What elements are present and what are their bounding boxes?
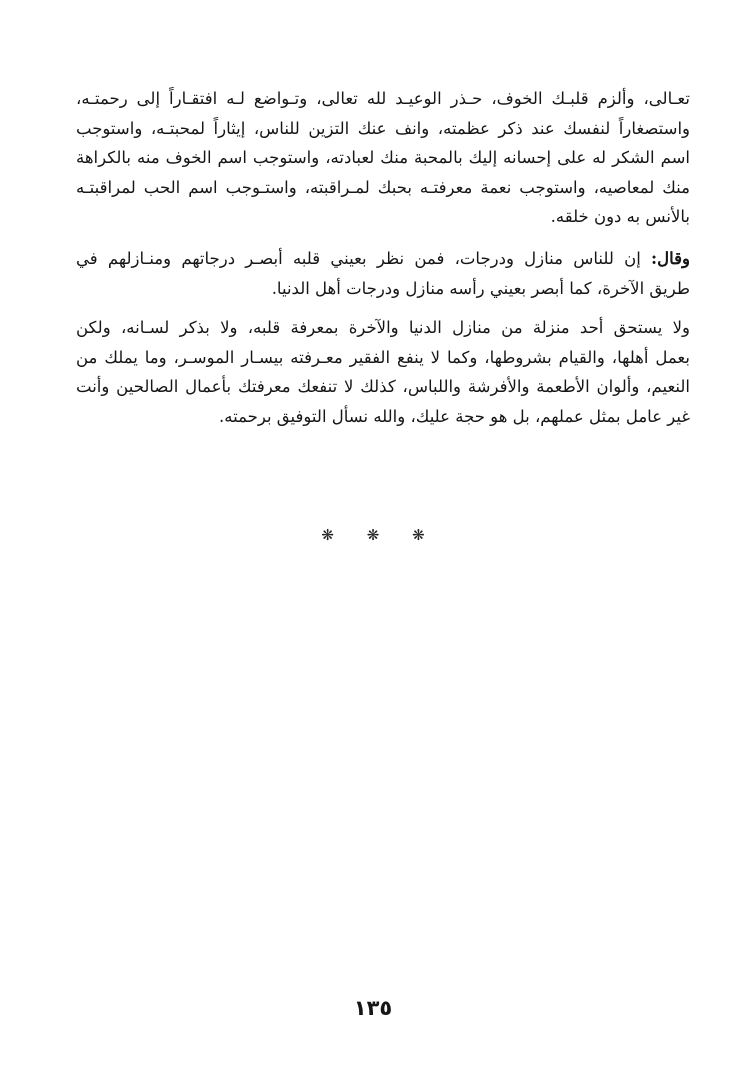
page-number: ١٣٥ [353,996,393,1020]
text-line: طريق الآخرة، كما أبصر بعيني رأسه منازل ودرجات أهل الدنيا. [271,278,690,298]
text-line: النعيم، وألوان الأطعمة والأفرشة واللباس، كذلك لا تنفعك معرفتك بأعمال الصالحين وأنت [76,377,690,396]
text-line: تعـالى، وألزم قلبـك الخوف، حـذر الوعيـد لله تعالى، وتـواضع لـه افتقـاراً إلى رحمتـه، [76,89,690,108]
text-line-rest: إن للناس منازل ودرجات، فمن نظر بعيني قلبه أبصـر درجاتهم ومنـازلهم في [76,249,652,268]
lead-word: وقال: [651,249,690,268]
section-separator [0,526,746,544]
text-line: واستصغاراً لنفسك عند ذكر عظمته، وانف عنك التزين للناس، إيثاراً لمحبتـه، واستوجب [76,118,690,138]
paragraph-3 [76,313,690,431]
text-line: اسم الشكر له على إحسانه إليك بالمحبة منك لعبادته، واستوجب اسم الخوف منه بالكراهة [76,148,690,167]
star-ornament-icon: ❋ [412,526,425,544]
text-line: بعمل أهلها، والقيام بشروطها، وكما لا ينفع الفقير معـرفته بيسـار الموسـر، وما يملك من [76,347,690,367]
text-line: ولا يستحق أحد منزلة من منازل الدنيا والآخرة بمعرفة قلبه، ولا بذكر لسـانه، ولكن [76,318,690,337]
star-ornament-icon: ❋ [366,526,380,544]
star-ornament-icon: ❋ [321,526,334,544]
text-line-first [76,244,690,274]
text-line: منك لمعاصيه، واستوجب نعمة معرفتـه بحبك لمـراقبته، واستـوجب اسم الحب لمراقبتـه [76,177,690,197]
text-line: غير عامل بمثل عملهم، بل هو حجة عليك، والله نسأل التوفيق برحمته. [219,406,690,426]
paragraph-2 [76,244,690,303]
paragraph-1 [76,84,690,232]
text-line: بالأنس به دون خلقه. [550,207,690,226]
